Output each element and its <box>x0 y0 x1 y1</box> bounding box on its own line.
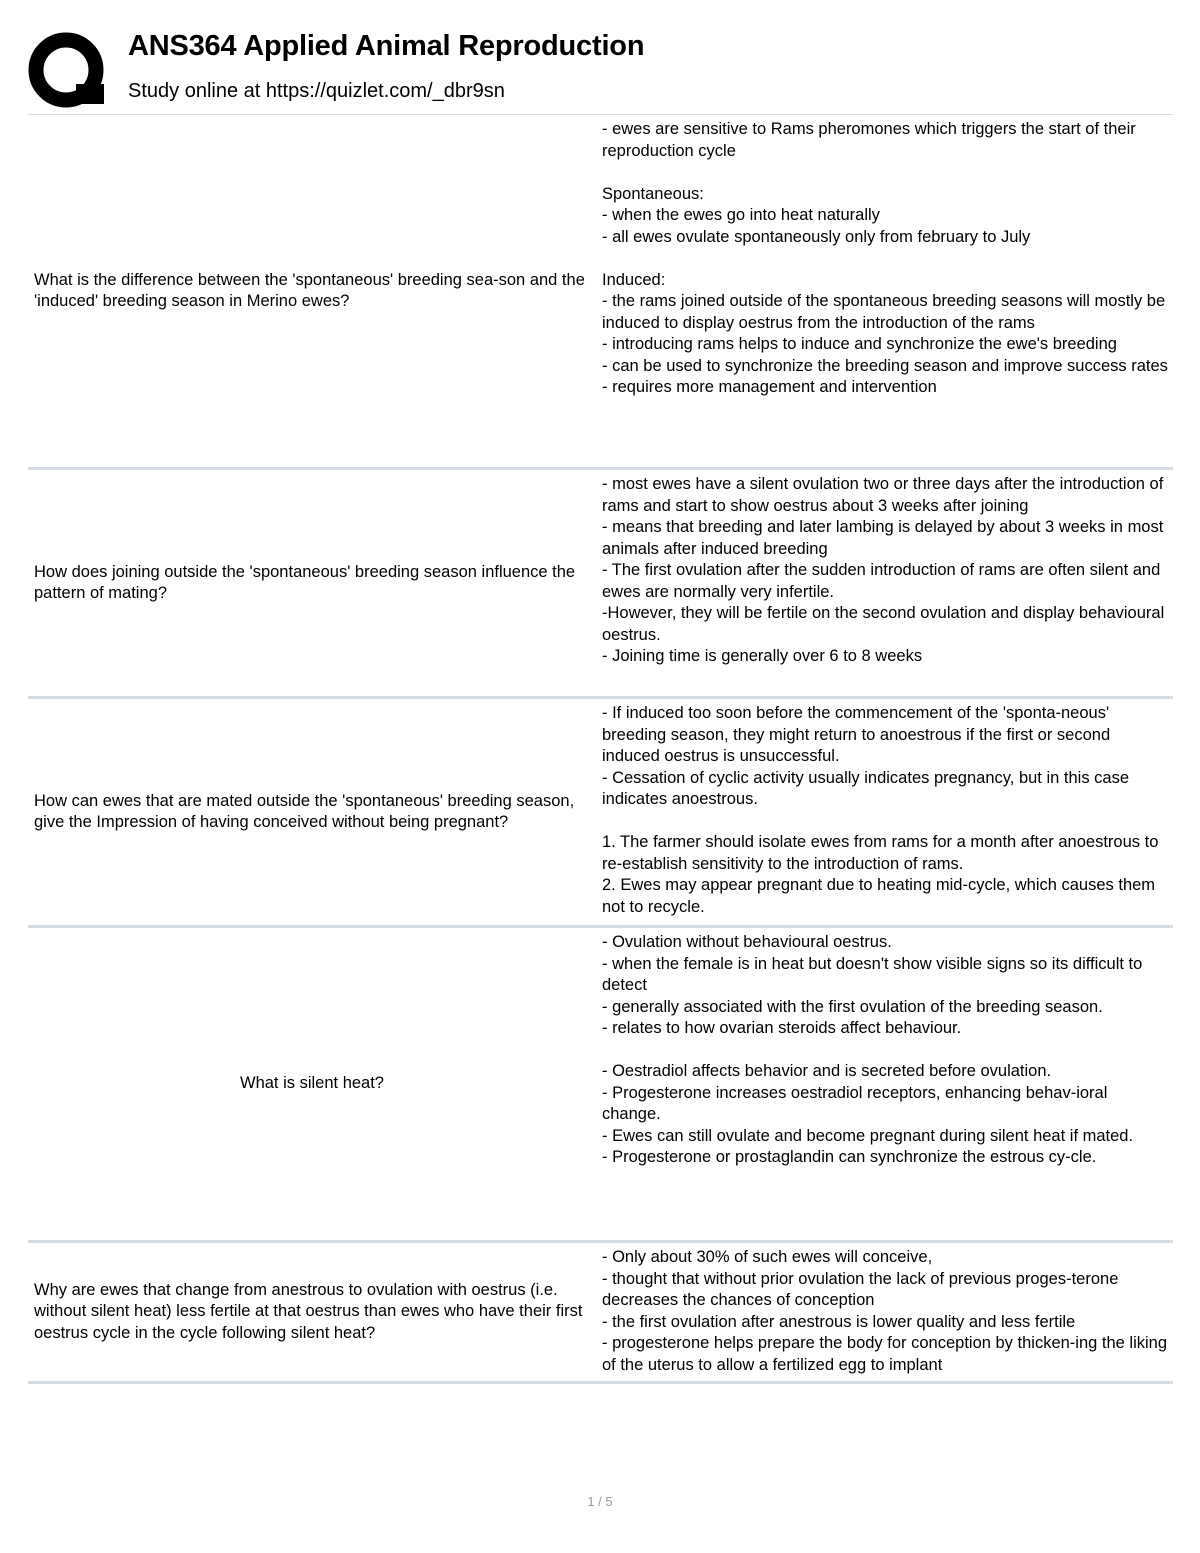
page-number: 1 / 5 <box>587 1494 613 1509</box>
card-term <box>28 470 596 696</box>
definition-line: - can be used to synchronize the breeding season and improve success rates <box>602 356 1168 375</box>
card-term-text: What is silent heat? <box>240 1074 384 1093</box>
flashcard-list <box>28 114 1173 1384</box>
card-definition <box>596 1243 1173 1381</box>
definition-line: - relates to how ovarian steroids affect behaviour. <box>602 1019 962 1037</box>
definition-line <box>602 811 1169 833</box>
definition-line: - means that breeding and later lambing is delayed by about 3 weeks in most animals after induced breeding <box>602 518 1168 558</box>
definition-line: - thought that without prior ovulation the lack of previous proges-terone decreases the chances of conception <box>602 1269 1123 1309</box>
card-term-text: Why are ewes that change from anestrous to ovulation with oestrus (i.e. without silent heat) less fertile at that oestrus than ewes who have their first oestrus cycle in the cycle following silent heat? <box>34 1280 583 1342</box>
definition-line: - the first ovulation after anestrous is lower quality and less fertile <box>602 1312 1076 1331</box>
definition-line <box>602 1040 1169 1062</box>
definition-line: - ewes are sensitive to Rams pheromones which triggers the start of their reproduction cycle <box>602 120 1141 160</box>
card-term <box>28 928 596 1240</box>
definition-line: - when the ewes go into heat naturally <box>602 206 880 224</box>
flashcard <box>28 470 1173 699</box>
definition-line: - Progesterone increases oestradiol receptors, enhancing behav-ioral change. <box>602 1083 1112 1123</box>
definition-line: - Progesterone or prostaglandin can synchronize the estrous cy-cle. <box>602 1148 1097 1166</box>
definition-line: - Ewes can still ovulate and become pregnant during silent heat if mated. <box>602 1126 1134 1145</box>
flashcard <box>28 928 1173 1243</box>
definition-line: - Cessation of cyclic activity usually indicates pregnancy, but in this case indicates anoestrous. <box>602 768 1134 808</box>
document-title: ANS364 Applied Animal Reproduction <box>128 30 645 62</box>
definition-line: 1. The farmer should isolate ewes from rams for a month after anoestrous to re-establish sensitivity to the introduction of rams. <box>602 833 1163 873</box>
definition-line: - the rams joined outside of the spontaneous breeding seasons will mostly be induced to display oestrus from the introduction of the rams <box>602 292 1170 332</box>
definition-line: - Oestradiol affects behavior and is secreted before ovulation. <box>602 1062 1052 1080</box>
card-term-text: How does joining outside the 'spontaneous' breeding season influence the pattern of mating? <box>34 562 576 602</box>
card-term <box>28 1243 596 1381</box>
card-definition <box>596 699 1173 925</box>
definition-line: - Ovulation without behavioural oestrus. <box>602 933 892 951</box>
definition-line: 2. Ewes may appear pregnant due to heating mid-cycle, which causes them not to recycle. <box>602 876 1160 916</box>
definition-line: - all ewes ovulate spontaneously only from february to July <box>602 227 1031 246</box>
definition-line: - generally associated with the first ovulation of the breeding season. <box>602 997 1103 1016</box>
document-header <box>28 26 1178 110</box>
definition-line: - introducing rams helps to induce and synchronize the ewe's breeding <box>602 335 1117 353</box>
definition-line: - Joining time is generally over 6 to 8 weeks <box>602 647 923 665</box>
definition-line: Induced: <box>602 270 666 289</box>
definition-line: - most ewes have a silent ovulation two or three days after the introduction of rams and start to show oestrus about 3 weeks after joining <box>602 475 1168 515</box>
card-term-text: What is the difference between the 'spontaneous' breeding sea-son and the 'induced' breeding season in Merino ewes? <box>34 270 585 310</box>
card-definition <box>596 470 1173 696</box>
flashcard <box>28 114 1173 470</box>
definition-line: - when the female is in heat but doesn't show visible signs so its difficult to detect <box>602 954 1147 994</box>
flashcard <box>28 699 1173 928</box>
definition-line: - If induced too soon before the commencement of the 'sponta-neous' breeding season, they might return to anoestrous if the first or second induced oestrus is unsuccessful. <box>602 704 1115 765</box>
card-term <box>28 699 596 925</box>
definition-line: Spontaneous: <box>602 184 704 203</box>
card-definition <box>596 928 1173 1240</box>
definition-line <box>602 248 1169 270</box>
quizlet-logo-icon <box>28 32 108 112</box>
flashcard <box>28 1243 1173 1384</box>
card-term <box>28 115 596 467</box>
definition-line: - The first ovulation after the sudden introduction of rams are often silent and ewes are normally very infertile. <box>602 561 1165 601</box>
definition-line: -However, they will be fertile on the second ovulation and display behavioural oestrus. <box>602 604 1169 644</box>
definition-line: - requires more management and intervention <box>602 378 937 396</box>
document-subtitle: Study online at https://quizlet.com/_dbr9sn <box>128 80 505 102</box>
definition-line <box>602 162 1169 184</box>
card-definition <box>596 115 1173 467</box>
card-term-text: How can ewes that are mated outside the 'spontaneous' breeding season, give the Impression of having conceived without being pregnant? <box>34 791 575 831</box>
definition-line: - progesterone helps prepare the body for conception by thicken-ing the liking of the uterus to allow a fertilized egg to implant <box>602 1334 1172 1374</box>
definition-line: - Only about 30% of such ewes will conceive, <box>602 1248 933 1266</box>
